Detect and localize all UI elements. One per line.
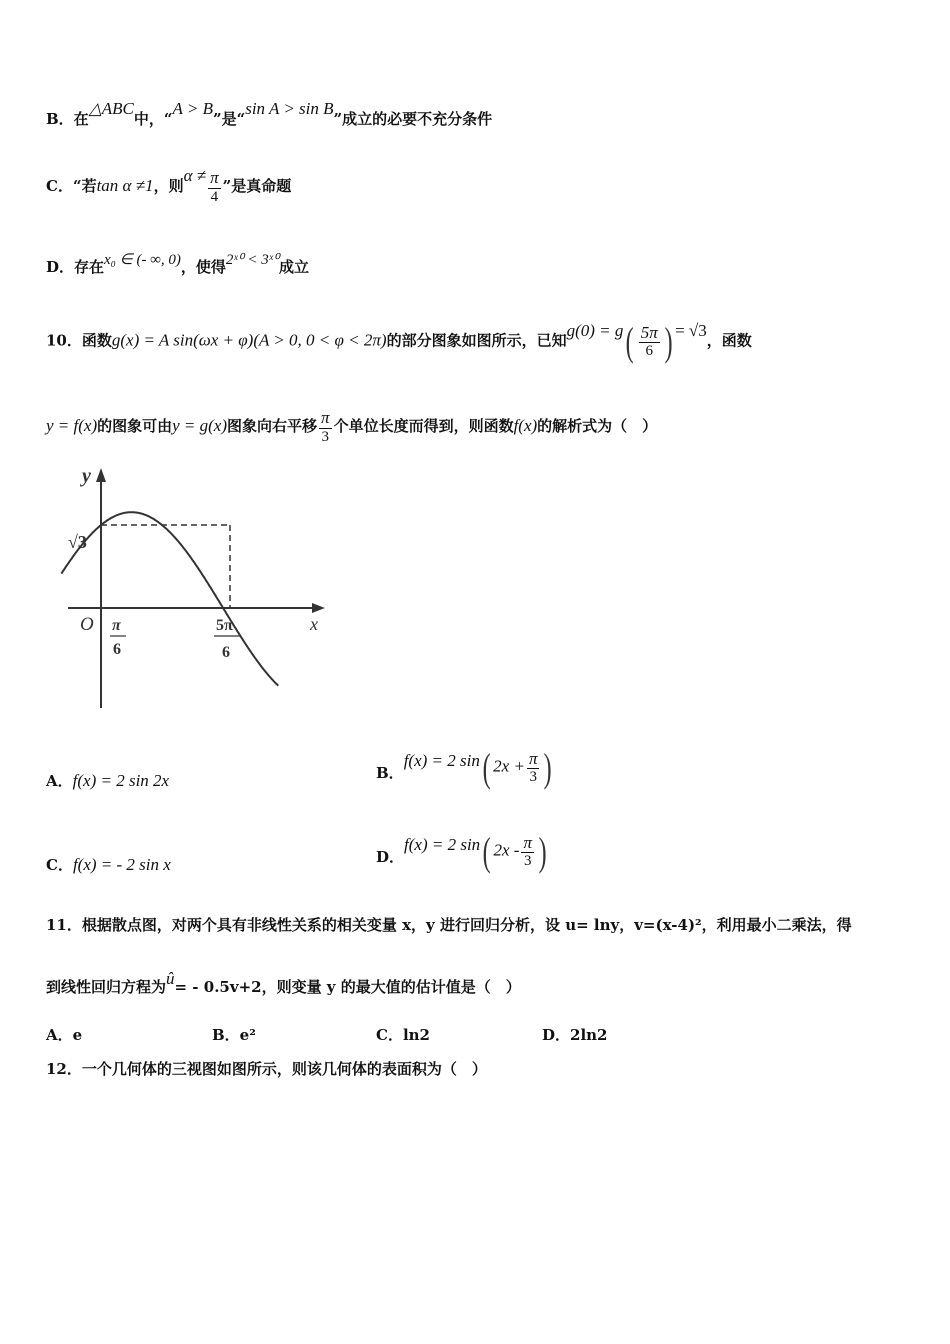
q11-uhat: û	[166, 969, 175, 988]
q9c-text1: ，则	[153, 176, 184, 195]
q9d-text2: 成立	[279, 258, 310, 276]
q9c-num: π	[210, 168, 219, 187]
q10b-pre: f(x) = 2 sin	[403, 750, 480, 770]
q10-l2-text4: 的解析式为（ ）	[537, 416, 658, 435]
q10-cond-den: 6	[645, 343, 653, 360]
q10a-label: A．	[46, 772, 73, 790]
q10-sine-graph	[60, 460, 340, 720]
q10c-label: C．	[46, 856, 73, 874]
q10a-expr: f(x) = 2 sin 2x	[72, 771, 170, 790]
q10-text2: ，函数	[706, 331, 752, 350]
q10b-fraction	[527, 749, 540, 787]
q10d-paren-left: (	[482, 829, 491, 874]
pi6-num: π	[112, 617, 121, 634]
q10-option-d[interactable]	[376, 828, 549, 875]
q9-option-d	[46, 252, 310, 277]
q9-option-c	[46, 165, 292, 206]
q10d-paren-right: )	[538, 829, 547, 874]
q9b-math1: A > B	[172, 99, 213, 118]
fpi6-den: 6	[222, 644, 230, 661]
q10-l2-text3: 个单位长度而得到，则函数	[333, 416, 514, 435]
q9c-alpha: α ≠	[183, 165, 207, 185]
q10-paren-right: )	[664, 319, 673, 364]
q10d-label: D．	[376, 847, 405, 866]
q11-option-d[interactable]	[542, 1024, 608, 1045]
q10-paren-left: (	[626, 319, 635, 364]
q9-option-b	[46, 99, 493, 129]
q11c-text: C．ln2	[376, 1026, 430, 1044]
q10-option-a[interactable]	[46, 770, 169, 791]
q9d-math2: 2ˣ⁰ < 3ˣ⁰	[225, 252, 280, 268]
q10-fx: f(x)	[513, 415, 538, 435]
q10-y-eq-gx: y = g(x)	[172, 415, 228, 435]
q11-line1-text: 11．根据散点图，对两个具有非线性关系的相关变量 x，y 进行回归分析，设 u= lny，v=(x-4)²，利用最小二乘法，得	[46, 916, 852, 934]
q10-intro: 10．函数	[46, 331, 112, 350]
q9c-fraction	[208, 168, 221, 206]
q10-option-b[interactable]	[376, 744, 555, 791]
y-label: y	[82, 465, 91, 487]
q11-stem-line2	[46, 969, 521, 997]
origin-label: O	[80, 614, 94, 635]
x-label: x	[310, 614, 318, 634]
pi6-den: 6	[113, 641, 121, 658]
q11d-text: D．2ln2	[542, 1026, 608, 1044]
q11-option-a[interactable]	[46, 1024, 82, 1045]
q10d-num: π	[523, 832, 532, 852]
q10-function: g(x) = A sin(ωx + φ)(A > 0, 0 < φ < 2π)	[111, 330, 387, 350]
q11-line2-eq: = - 0.5v+2，则变量 y 的最大值的估计值是（ ）	[174, 978, 521, 996]
q10b-den: 3	[529, 769, 537, 786]
q10-shift-fraction	[319, 408, 332, 446]
sine-curve	[61, 512, 278, 686]
q9c-math1: tan α ≠1	[96, 175, 154, 195]
q11-option-c[interactable]	[376, 1024, 430, 1045]
q10-cond-fraction	[639, 323, 660, 361]
q10b-label: B．	[376, 763, 404, 782]
q12-text: 12．一个几何体的三视图如图所示，则该几何体的表面积为（ ）	[46, 1060, 487, 1078]
q10-l2-text2: 图象向右平移	[227, 416, 318, 435]
q10-option-c[interactable]	[46, 854, 171, 875]
q10d-inner: 2x -	[493, 840, 520, 860]
q10c-expr: f(x) = - 2 sin x	[72, 855, 171, 874]
q11-line2-pre: 到线性回归方程为	[46, 978, 167, 996]
q10b-paren-left: (	[482, 745, 491, 790]
q10d-den: 3	[523, 853, 532, 870]
q9c-label: C．“若	[46, 176, 97, 195]
q11-option-b[interactable]	[212, 1024, 256, 1045]
q10b-paren-right: )	[544, 745, 553, 790]
x-axis-arrow	[312, 603, 325, 613]
q10-text1: 的部分图象如图所示，已知	[386, 331, 567, 350]
q11a-text: A．e	[46, 1026, 83, 1044]
q10d-fraction	[521, 833, 534, 871]
q10-cond-left: g(0) = g	[566, 320, 624, 340]
q9b-math2: sin A > sin B	[245, 99, 334, 118]
q10b-num: π	[528, 748, 538, 768]
q10-stem-line2	[46, 408, 657, 446]
q9d-label: D．存在	[46, 258, 105, 276]
fpi6-num: 5π	[216, 617, 233, 634]
y-axis-arrow	[96, 468, 106, 482]
q10-y-eq-fx: y = f(x)	[46, 415, 98, 435]
q10b-inner: 2x +	[493, 756, 525, 776]
q10-stem-line1	[46, 318, 752, 365]
q10-l2-text1: 的图象可由	[97, 416, 173, 435]
q10-shift-num: π	[321, 408, 330, 427]
q10d-pre: f(x) = 2 sin	[404, 834, 481, 854]
q9c-text2: ”是真命题	[222, 176, 292, 195]
q11b-text: B．e²	[212, 1026, 256, 1044]
q9d-text1: ，使得	[180, 258, 226, 276]
q9b-text2: ”是“	[212, 110, 246, 128]
q9b-triangle: △ABC	[88, 99, 134, 118]
q10-cond-num: 5π	[640, 322, 658, 342]
q9d-math1: x₀ ∈ (- ∞, 0)	[104, 252, 181, 268]
q10-shift-den: 3	[321, 428, 330, 445]
q12-stem	[46, 1058, 487, 1079]
q10-cond-right: = √3	[675, 320, 707, 340]
sqrt3-label: √3	[68, 532, 87, 552]
q9c-den: 4	[210, 188, 219, 205]
q9b-text1: 中，“	[133, 110, 173, 128]
q9b-text3: ”成立的必要不充分条件	[333, 110, 493, 128]
q9b-label: B．在	[46, 110, 89, 128]
q11-stem-line1	[46, 914, 852, 935]
